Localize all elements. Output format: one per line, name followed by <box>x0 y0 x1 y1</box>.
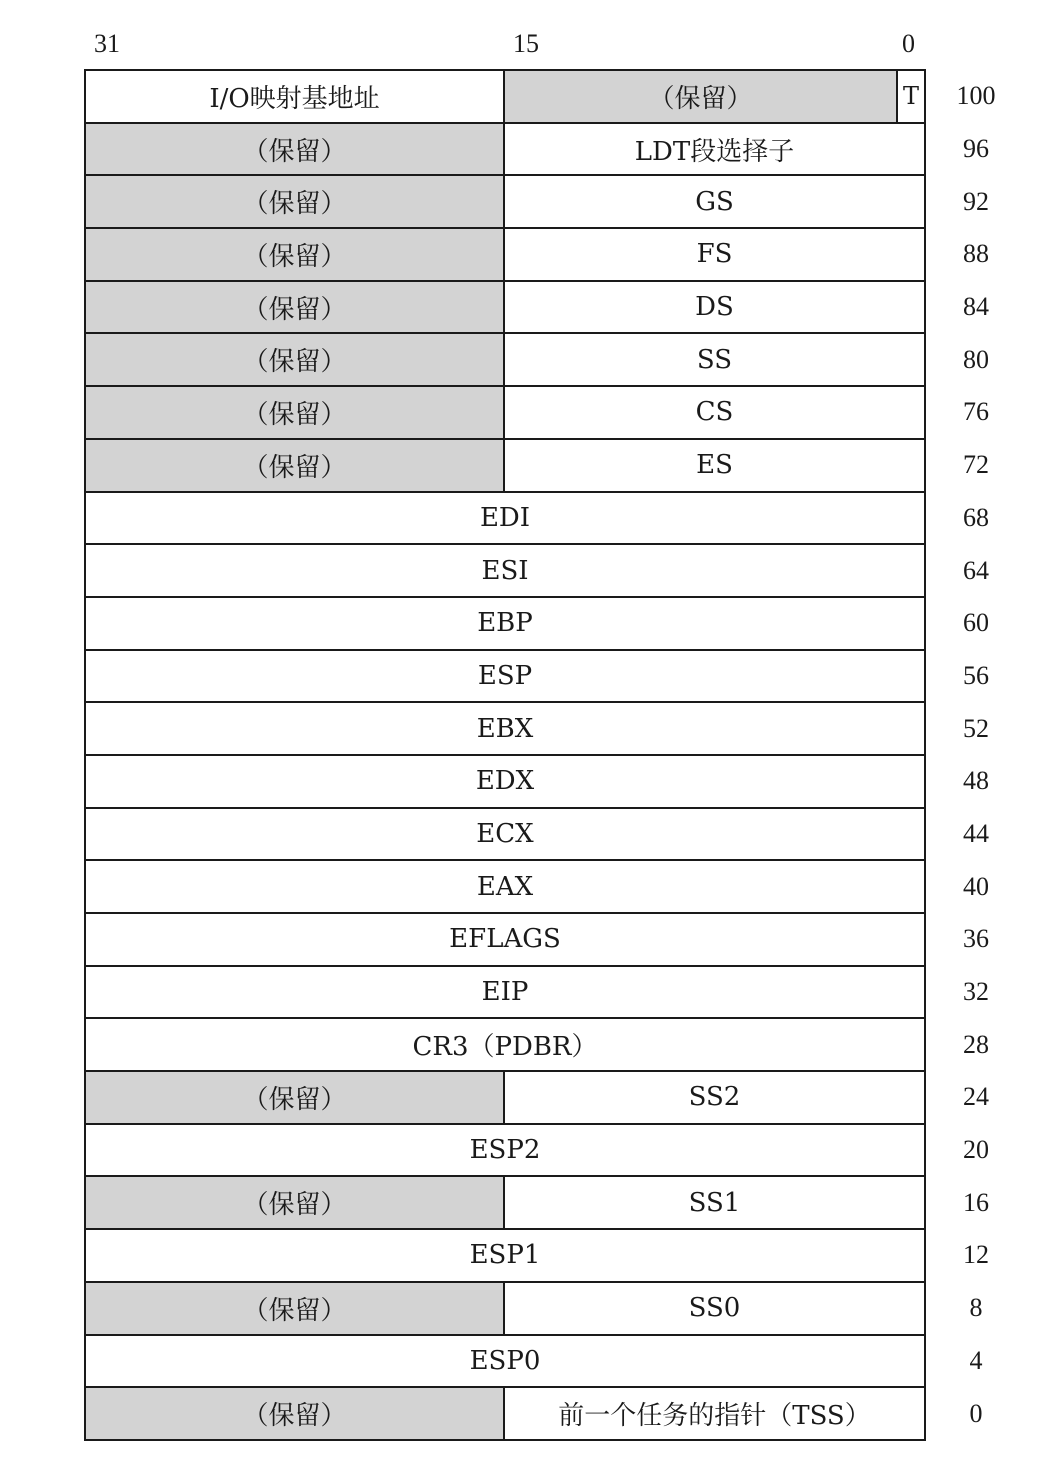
register-field: EDX <box>86 756 926 807</box>
tss-row <box>86 1388 983 1441</box>
offset-label: 84 <box>963 292 989 322</box>
t-flag-field: T <box>898 71 926 122</box>
register-field: EIP <box>86 967 926 1018</box>
bit-label-15: 15 <box>513 29 539 58</box>
register-field: ECX <box>86 809 926 860</box>
register-field: CR3（PDBR） <box>86 1019 926 1070</box>
tss-row <box>86 71 996 124</box>
segment-selector-field: ES <box>505 440 926 491</box>
offset-label: 68 <box>963 502 989 532</box>
register-field: EBP <box>86 598 926 649</box>
offset-label: 28 <box>963 1029 989 1059</box>
reserved-field: （保留） <box>86 1283 505 1334</box>
reserved-field: （保留） <box>86 440 505 491</box>
segment-selector-field: SS0 <box>505 1283 926 1334</box>
offset-label: 96 <box>963 134 989 164</box>
tss-row <box>86 967 989 1020</box>
tss-row <box>86 124 989 177</box>
tss-row <box>86 282 989 335</box>
tss-row <box>86 1125 989 1178</box>
tss-row <box>86 229 989 282</box>
reserved-field: （保留） <box>505 71 898 122</box>
register-field: EDI <box>86 493 926 544</box>
register-field: EFLAGS <box>86 914 926 965</box>
tss-row <box>86 176 989 229</box>
reserved-field: （保留） <box>86 387 505 438</box>
tss-row <box>86 1283 983 1336</box>
bit-label-0: 0 <box>902 29 915 58</box>
offset-label: 52 <box>963 713 989 743</box>
offset-label: 36 <box>963 924 989 954</box>
tss-row <box>86 387 989 440</box>
segment-selector-field: SS <box>505 334 926 385</box>
reserved-field: （保留） <box>86 1388 505 1439</box>
tss-row <box>86 651 989 704</box>
offset-label: 72 <box>963 450 989 480</box>
segment-selector-field: GS <box>505 176 926 227</box>
tss-row <box>86 598 989 651</box>
reserved-field: （保留） <box>86 334 505 385</box>
offset-label: 24 <box>963 1082 989 1112</box>
io-map-base-field: I/O映射基地址 <box>86 71 505 122</box>
offset-label: 12 <box>963 1240 989 1270</box>
tss-row <box>86 1072 989 1125</box>
offset-label: 60 <box>963 608 989 638</box>
offset-label: 16 <box>963 1187 989 1217</box>
offset-label: 80 <box>963 344 989 374</box>
segment-selector-field: SS1 <box>505 1177 926 1228</box>
reserved-field: （保留） <box>86 282 505 333</box>
tss-row <box>86 440 989 493</box>
offset-label: 56 <box>963 660 989 690</box>
offset-label: 4 <box>969 1345 983 1375</box>
tss-row <box>86 703 989 756</box>
tss-row <box>86 334 989 387</box>
reserved-field: （保留） <box>86 1072 505 1123</box>
offset-label: 0 <box>969 1398 983 1428</box>
offset-label: 32 <box>963 977 989 1007</box>
register-field: ESP2 <box>86 1125 926 1176</box>
segment-selector-field: CS <box>505 387 926 438</box>
tss-row <box>86 1230 989 1283</box>
offset-label: 48 <box>963 766 989 796</box>
bit-label-31: 31 <box>94 29 120 58</box>
tss-row <box>86 914 989 967</box>
segment-selector-field: 前一个任务的指针（TSS） <box>505 1388 926 1439</box>
tss-row <box>86 1019 989 1072</box>
offset-label: 88 <box>963 239 989 269</box>
reserved-field: （保留） <box>86 1177 505 1228</box>
offset-label: 20 <box>963 1135 989 1165</box>
segment-selector-field: LDT段选择子 <box>505 124 926 175</box>
register-field: EBX <box>86 703 926 754</box>
register-field: ESP <box>86 651 926 702</box>
offset-label: 40 <box>963 871 989 901</box>
offset-label: 8 <box>969 1293 983 1323</box>
tss-row <box>86 861 989 914</box>
offset-label: 92 <box>963 186 989 216</box>
register-field: ESI <box>86 545 926 596</box>
reserved-field: （保留） <box>86 124 505 175</box>
register-field: ESP1 <box>86 1230 926 1281</box>
tss-row <box>86 545 989 598</box>
segment-selector-field: SS2 <box>505 1072 926 1123</box>
offset-label: 100 <box>956 81 996 111</box>
tss-row <box>86 1336 983 1389</box>
tss-row <box>86 1177 989 1230</box>
reserved-field: （保留） <box>86 229 505 280</box>
register-field: ESP0 <box>86 1336 926 1387</box>
tss-row <box>86 493 989 546</box>
tss-row <box>86 809 989 862</box>
tss-row <box>86 756 989 809</box>
segment-selector-field: DS <box>505 282 926 333</box>
offset-label: 64 <box>963 555 989 585</box>
offset-label: 44 <box>963 818 989 848</box>
segment-selector-field: FS <box>505 229 926 280</box>
tss-structure-table <box>84 69 996 1441</box>
register-field: EAX <box>86 861 926 912</box>
reserved-field: （保留） <box>86 176 505 227</box>
offset-label: 76 <box>963 397 989 427</box>
